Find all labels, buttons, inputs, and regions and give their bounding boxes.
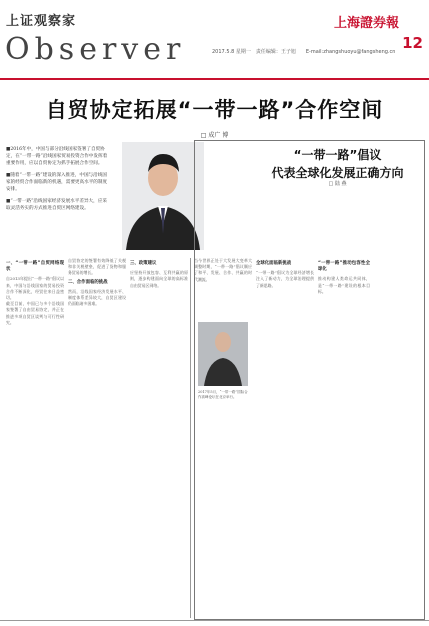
summary-block [6,146,111,217]
paragraph: 应坚持开放包容、互利共赢的原则，逐步构建面向全球的高标准自由贸易区网络。 [130,270,188,288]
column-title-en: Observer [5,32,186,67]
bottom-rule [0,620,429,621]
sidebar-photo-icon [198,322,248,386]
section-heading: 一、“一带一路”自贸网络现状 [6,261,64,273]
summary-item: ■2016年中，中国与部分沿线国家签署了自贸协定，在“一带一路”沿线国家贸易投资合作中发挥着重要作用，应以自贸协定为抓手拓展合作空间。 [6,147,108,166]
summary-item: ■“一带一路”沿线国家经济发展水平差异大，应采取灵活务实的方式推进自贸区网络建设。 [6,199,107,211]
article-column-3 [130,258,188,618]
sidebar-photo-caption: 2017年5月，“一带一路”国际合作高峰论坛在北京举行。 [198,390,248,399]
sidebar-byline: □ 陆 燕 [328,181,347,187]
paragraph: 自2013年提出“一带一路”倡议以来，中国与沿线国家的贸易投资合作不断深化，经贸往来日益密切。 [6,276,64,301]
dateline: 2017.5.8 星期一 责任编辑：王子旭 E-mail:zhangshuoyu@fangsheng.cn [212,49,396,55]
sidebar-column-2 [256,258,314,618]
sidebar-title: “一带一路”倡议 [293,148,382,162]
headline: 自贸协定拓展“一带一路”合作空间 [45,98,384,122]
sidebar-column-4 [374,258,424,618]
sidebar-subtitle: 代表全球化发展正确方向 [271,166,404,180]
byline: □ 成广 博 [200,132,229,139]
paragraph: “一带一路”倡议为全球经济增长注入了新动力，为全球治理提供了新思路。 [256,270,314,288]
section-heading: 二、合作面临的挑战 [68,279,108,285]
section-heading: 三、政策建议 [130,261,157,266]
paragraph: 当今世界正处于大发展大变革大调整时期，“一带一路”倡议顺应了和平、发展、合作、共赢的时代潮流。 [194,258,252,282]
sidebar-column-1 [194,258,252,618]
column-divider [190,258,191,618]
author-photo [122,142,204,250]
sidebar-column-3 [318,258,370,618]
paragraph: 自贸协定的签署有效降低了关税和非关税壁垒，促进了货物和服务贸易的增长。 [68,258,126,276]
section-heading: “一带一路”推动包容性全球化 [318,261,370,273]
section-heading: 全球化面临新挑战 [256,261,292,266]
header-rule [0,78,429,80]
paragraph: 截至目前，中国已与多个沿线国家签署了自由贸易协定，并正在推进多项自贸区谈判与可行性研究。 [6,301,64,325]
author-photo-icon [122,142,204,250]
paragraph: 推动构建人类命运共同体，是“一带一路”建设的根本目标。 [318,276,370,294]
column-title: 上证观察家 [6,14,77,29]
article-column-1 [6,258,64,618]
article-column-2 [68,258,126,618]
paper-logo: 上海證券報 [333,16,399,31]
page-number: 12 [402,34,423,52]
paragraph: 然而，沿线国家经济发展水平、制度体系差异较大，自贸区建设仍面临诸多困难。 [68,288,126,307]
sidebar-photo [198,322,248,386]
summary-item: ■随着“一带一路”建设的深入推进，中国与沿线国家的经贸合作面临新的机遇，需要更高水平的制度安排。 [6,173,108,192]
